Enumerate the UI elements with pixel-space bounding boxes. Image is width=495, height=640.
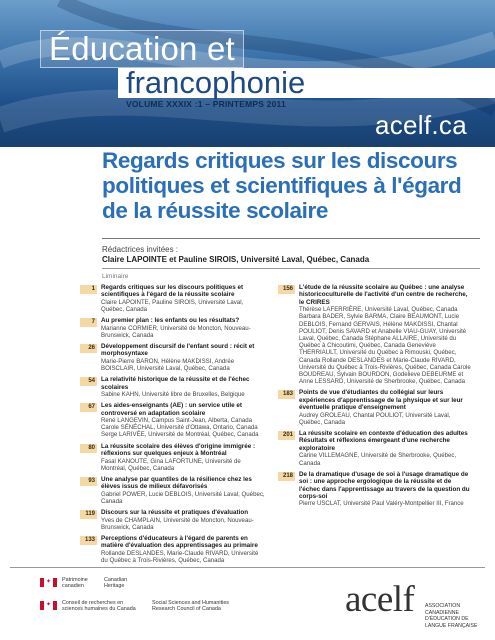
toc-entry[interactable] xyxy=(80,476,265,505)
divider xyxy=(102,268,480,269)
page-number: 7 xyxy=(80,318,97,327)
toc-entry[interactable] xyxy=(80,343,265,372)
editors: Claire LAPOINTE et Pauline SIROIS, Université Laval, Québec, Canada xyxy=(102,255,370,264)
canada-flag-icon: ✦ xyxy=(40,578,57,587)
page-number: 80 xyxy=(80,444,97,453)
journal-title-line2: francophonie xyxy=(118,68,495,98)
article-authors: Audrey GROLEAU, Chantal POULIOT, Université Laval, Québec, Canada xyxy=(299,411,451,426)
article-title: L'étude de la réussite scolaire au Québec : une analyse historicoculturelle de l'activité d'un centre de recherche, le CRIRES xyxy=(299,284,468,306)
article-title: La réussite scolaire en contexte d'éducation des adultes Résultats et réflexions émergeant d'une recherche exploratoire xyxy=(299,430,468,452)
article-authors: Claire LAPOINTE, Pauline SIROIS, Université Laval, Québec, Canada xyxy=(101,298,244,314)
toc-entry[interactable] xyxy=(80,509,265,531)
article-title: Regards critiques sur les discours politiques et scientifiques à l'égard de la réussite scolaire xyxy=(101,284,244,299)
toc-left-column xyxy=(80,284,265,568)
article-authors: René LANGEVIN, Campus Saint-Jean, Alberta, Canada Carole SÉNÉCHAL, Université d'Ottawa, Ontario, Canada Serge LARIVÉE, Université de Montréal, Québec, Canada xyxy=(101,417,259,439)
article-authors: Marie-Pierre BARON, Hélène MAKDISSI, Andrée BOISCLAIR, Université Laval, Québec, Canada xyxy=(101,357,235,373)
toc-entry[interactable] xyxy=(278,471,473,508)
article-title: Une analyse par quantiles de la résilience chez les élèves issus de milieux défavorisés xyxy=(101,475,252,491)
article-authors: Carine VILLEMAGNE, Université de Sherbrooke, Québec, Canada xyxy=(299,452,457,467)
page-number: 133 xyxy=(80,536,97,545)
article-authors: Sabine KAHN, Université libre de Bruxelles, Belgique xyxy=(101,391,245,399)
issue-title: Regards critiques sur les discours politiques et scientifiques à l'égard de la réussite scolaire xyxy=(102,148,462,223)
sshrc-en: Social Sciences and Humanities Research Council of Canada xyxy=(152,600,230,613)
page-number: 26 xyxy=(80,344,97,353)
article-authors: Thérèse LAFERRIÈRE, Université Laval, Québec, Canada Barbara BADER, Sylvie BARMA, Claire BEAUMONT, Lucie DEBLOIS, Fernand GERVAIS, Hélène MAKDISSI, Chantal POULIOT, Denis SAVARD et Anabelle VIAU-GUAY, Université Laval, Québec, Canada Stéphane ALLAIRE, Université du Québec à Chicoutimi, Québec, Canada Geneviève THERRIAULT, Université du Québec à Rimouski, Québec, Canada Rollande DESLANDES et Marie-Claude RIVARD, Université du Québec à Trois-Rivières, Québec, Canada Carole BOUDREAU, Sylvain BOURDON, Godelieve DEBEURME et Anne LESSARD, Université de Sherbrooke, Québec, Canada xyxy=(299,306,471,386)
page-number: 201 xyxy=(278,431,295,440)
article-title: Au premier plan : les enfants ou les résultats? xyxy=(101,317,240,325)
page-number: 119 xyxy=(80,510,97,519)
toc-entry[interactable] xyxy=(80,317,265,339)
editors-label: Rédactrices invitées : xyxy=(102,245,179,254)
sshrc-fr: Conseil de recherches en sciences humaines du Canada xyxy=(62,600,136,613)
cover-header xyxy=(0,0,495,147)
page-number: 218 xyxy=(278,472,295,481)
article-title: Perceptions d'éducateurs à l'égard de parents en matière d'évaluation des apprentissages au primaire xyxy=(101,534,258,550)
footer-divider xyxy=(10,567,485,568)
article-authors: Pierre USCLAT, Université Paul Valéry-Montpellier III, France xyxy=(299,500,464,508)
toc-label: Liminaire xyxy=(102,273,129,280)
volume-info: VOLUME XXXIX :1 – PRINTEMPS 2011 xyxy=(126,99,286,109)
journal-title-line1: Éducation et xyxy=(40,30,244,68)
toc-entry[interactable] xyxy=(80,376,265,398)
heritage-en: Canadian Heritage xyxy=(104,577,128,590)
page-number: 54 xyxy=(80,377,97,386)
article-title: Discours sur la réussite et pratiques d'évaluation xyxy=(101,509,249,517)
toc-entry[interactable] xyxy=(80,402,265,438)
article-title: Développement discursif de l'enfant sourd : récit et morphosyntaxe xyxy=(101,343,255,358)
page-number: 1 xyxy=(80,285,97,294)
canada-flag-icon: ✦ xyxy=(40,601,57,610)
acelf-logo: acelf xyxy=(345,579,415,620)
toc-entry[interactable] xyxy=(80,443,265,472)
toc-entry[interactable] xyxy=(278,430,473,467)
page-number: 156 xyxy=(278,285,295,294)
article-title: De la dramatique d'usage de soi à l'usage dramatique de soi : une approche ergologique de la réussite et de l'échec dans l'apprentissage au travers de la question du corps-soi xyxy=(299,470,470,500)
article-authors: Gabriel POWER, Lucie DEBLOIS, Université Laval, Québec, Canada xyxy=(101,490,265,505)
toc-entry[interactable] xyxy=(278,389,473,426)
page-number: 93 xyxy=(80,477,97,486)
toc-right-column xyxy=(278,284,473,512)
page-number: 183 xyxy=(278,390,295,399)
article-authors: Fasal KANOUTE, Gina LAFORTUNE, Université de Montréal, Québec, Canada xyxy=(101,457,241,472)
toc-entry[interactable] xyxy=(80,535,265,564)
article-authors: Marianne CORMIER, Université de Moncton, Nouveau-Brunswick, Canada xyxy=(101,324,251,339)
toc-entry[interactable] xyxy=(80,284,265,313)
page-number: 67 xyxy=(80,403,97,412)
article-title: Les aides-enseignants (AE) : un service utile et controversé en adaptation scolaire xyxy=(101,402,243,417)
toc-entry[interactable] xyxy=(278,284,473,385)
article-title: La réussite scolaire des élèves d'origine immigrée : réflexions sur quelques enjeux à Montréal xyxy=(101,442,256,458)
heritage-fr: Patrimoine canadien xyxy=(62,577,88,590)
article-title: La relativité historique de la réussite et de l'échec scolaires xyxy=(101,376,250,391)
acelf-tagline: ASSOCIATION CANADIENNE D'ÉDUCATION DE LANGUE FRANÇAISE xyxy=(425,603,478,629)
article-authors: Yves de CHAMPLAIN, Université de Moncton, Nouveau-Brunswick, Canada xyxy=(101,516,254,531)
article-authors: Rollande DESLANDES, Marie-Claude RIVARD, Université du Québec à Trois-Rivières, Québec, Canada xyxy=(101,549,259,564)
divider xyxy=(102,238,480,239)
site-name: acelf.ca xyxy=(374,110,467,140)
article-title: Points de vue d'étudiantes du collégial sur leurs expériences d'apprentissage de la physique et sur leur éventuelle pratique d'enseignement xyxy=(299,389,463,412)
